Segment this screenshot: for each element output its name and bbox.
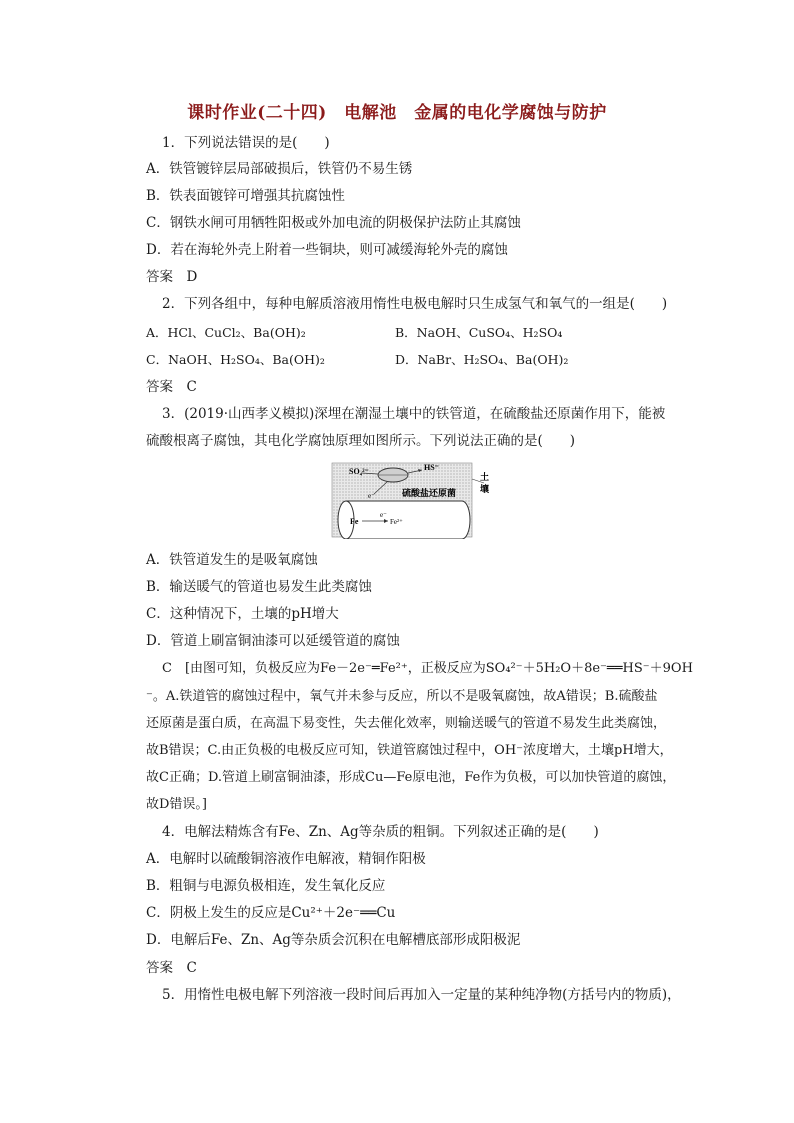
- q3-option-c: C．这种情况下，土壤的pH增大: [146, 606, 339, 622]
- corrosion-diagram: [330, 461, 490, 539]
- q1-option-d: D．若在海轮外壳上附着一些铜块，则可减缓海轮外壳的腐蚀: [146, 242, 508, 258]
- q2-answer: 答案 C: [146, 379, 197, 395]
- q1-option-a: A．铁管镀锌层局部破损后，铁管仍不易生锈: [146, 161, 413, 177]
- label-soil-2: 壤: [480, 485, 490, 495]
- iron-pipe: [346, 501, 470, 539]
- q4-stem: 4．电解法精炼含有Fe、Zn、Ag等杂质的粗铜。下列叙述正确的是( ): [162, 824, 599, 840]
- q5-stem: 5．用惰性电极电解下列溶液一段时间后再加入一定量的某种纯净物(方括号内的物质)，: [162, 987, 681, 1003]
- label-soil-1: 土: [480, 473, 490, 483]
- q3-option-d: D．管道上刷富铜油漆可以延缓管道的腐蚀: [146, 633, 400, 649]
- q4-answer: 答案 C: [146, 960, 197, 976]
- label-electron-1: e⁻: [368, 492, 375, 500]
- q3-stem-line1: 3．(2019·山西孝义模拟)深埋在潮湿土壤中的铁管道，在硫酸盐还原菌作用下，能被: [162, 406, 666, 422]
- q1-option-c: C．钢铁水闸可用牺牲阳极或外加电流的阴极保护法防止其腐蚀: [146, 215, 521, 231]
- q1-answer: 答案 D: [146, 269, 198, 285]
- label-hs: HS⁻: [424, 463, 439, 472]
- q2-option-c: C．NaOH、H₂SO₄、Ba(OH)₂: [146, 352, 325, 367]
- q4-option-c: C．阴极上发生的反应是Cu²⁺＋2e⁻══Cu: [146, 905, 396, 921]
- q3-explanation-line5: 故C正确；D.管道上刷富铜油漆，形成Cu—Fe原电池，Fe作为负极，可以加快管道的腐蚀，: [146, 770, 676, 785]
- q1-stem: 1．下列说法错误的是( ): [162, 135, 330, 151]
- q2-option-b: B．NaOH、CuSO₄、H₂SO₄: [395, 325, 563, 340]
- label-bacteria: 硫酸盐还原菌: [402, 489, 457, 499]
- q3-explanation-line1: C [由图可知，负极反应为Fe－2e⁻═Fe²⁺，正极反应为SO₄²⁻＋5H₂O＋8e⁻══HS⁻＋9OH: [162, 661, 693, 676]
- q3-option-a: A．铁管道发生的是吸氧腐蚀: [146, 552, 318, 568]
- q2-option-a: A．HCl、CuCl₂、Ba(OH)₂: [146, 325, 306, 340]
- q1-option-b: B．铁表面镀锌可增强其抗腐蚀性: [146, 188, 345, 204]
- q3-explanation-line6: 故D错误。]: [146, 797, 207, 812]
- q3-explanation-line3: 还原菌是蛋白质，在高温下易变性，失去催化效率，则输送暖气的管道不易发生此类腐蚀，: [146, 716, 667, 731]
- label-fe2: Fe²⁺: [390, 518, 403, 526]
- q2-option-d: D．NaBr、H₂SO₄、Ba(OH)₂: [395, 352, 569, 367]
- q3-stem-line2: 硫酸根离子腐蚀，其电化学腐蚀原理如图所示。下列说法正确的是( ): [146, 433, 576, 449]
- q2-stem: 2．下列各组中，每种电解质溶液用惰性电极电解时只生成氢气和氧气的一组是( ): [162, 296, 668, 312]
- label-electron-2: e⁻: [380, 511, 387, 519]
- q3-explanation-line2: ⁻。A.铁道管的腐蚀过程中，氧气并未参与反应，所以不是吸氧腐蚀，故A错误；B.硫酸盐: [146, 689, 658, 704]
- q4-option-a: A．电解时以硫酸铜溶液作电解液，精铜作阳极: [146, 851, 426, 867]
- label-so4: SO₄²⁻: [349, 467, 369, 476]
- label-fe: Fe: [350, 517, 359, 526]
- q4-option-d: D．电解后Fe、Zn、Ag等杂质会沉积在电解槽底部形成阳极泥: [146, 932, 521, 948]
- q3-explanation-line4: 故B错误；C.由正负极的电极反应可知，铁道管腐蚀过程中，OH⁻浓度增大，土壤pH增大，: [146, 743, 673, 758]
- q4-option-b: B．粗铜与电源负极相连，发生氧化反应: [146, 878, 386, 894]
- page-title: 课时作业(二十四) 电解池 金属的电化学腐蚀与防护: [187, 103, 607, 123]
- q3-option-b: B．输送暖气的管道也易发生此类腐蚀: [146, 579, 372, 595]
